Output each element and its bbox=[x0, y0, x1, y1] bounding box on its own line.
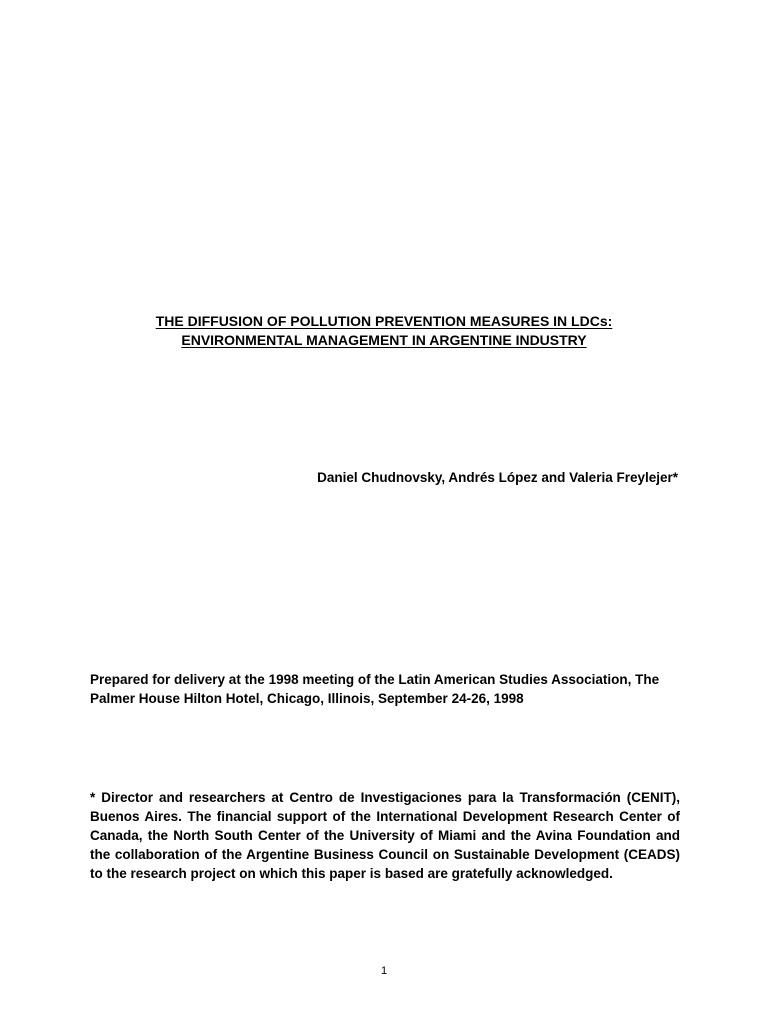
author-line: Daniel Chudnovsky, Andrés López and Valeria Freylejer* bbox=[317, 470, 678, 485]
title-line-2: ENVIRONMENTAL MANAGEMENT IN ARGENTINE INDUSTRY bbox=[181, 332, 587, 348]
paper-title bbox=[0, 312, 768, 350]
page-number: 1 bbox=[380, 965, 388, 977]
title-line-1: THE DIFFUSION OF POLLUTION PREVENTION MEASURES IN LDCs: bbox=[155, 313, 613, 329]
author-footnote: * Director and researchers at Centro de Investigaciones para la Transformación (CENIT), Buenos Aires. The financial support of the International Development Research Center of Canada, the North South Center of the University of Miami and the Avina Foundation and the collaboration of the Argentine Business Council on Sustainable Development (CEADS) to the research project on which this paper is based are gratefully acknowledged. bbox=[90, 790, 680, 881]
prepared-for-note: Prepared for delivery at the 1998 meeting of the Latin American Studies Association, The Palmer House Hilton Hotel, Chicago, Illinois, September 24-26, 1998 bbox=[90, 672, 660, 706]
